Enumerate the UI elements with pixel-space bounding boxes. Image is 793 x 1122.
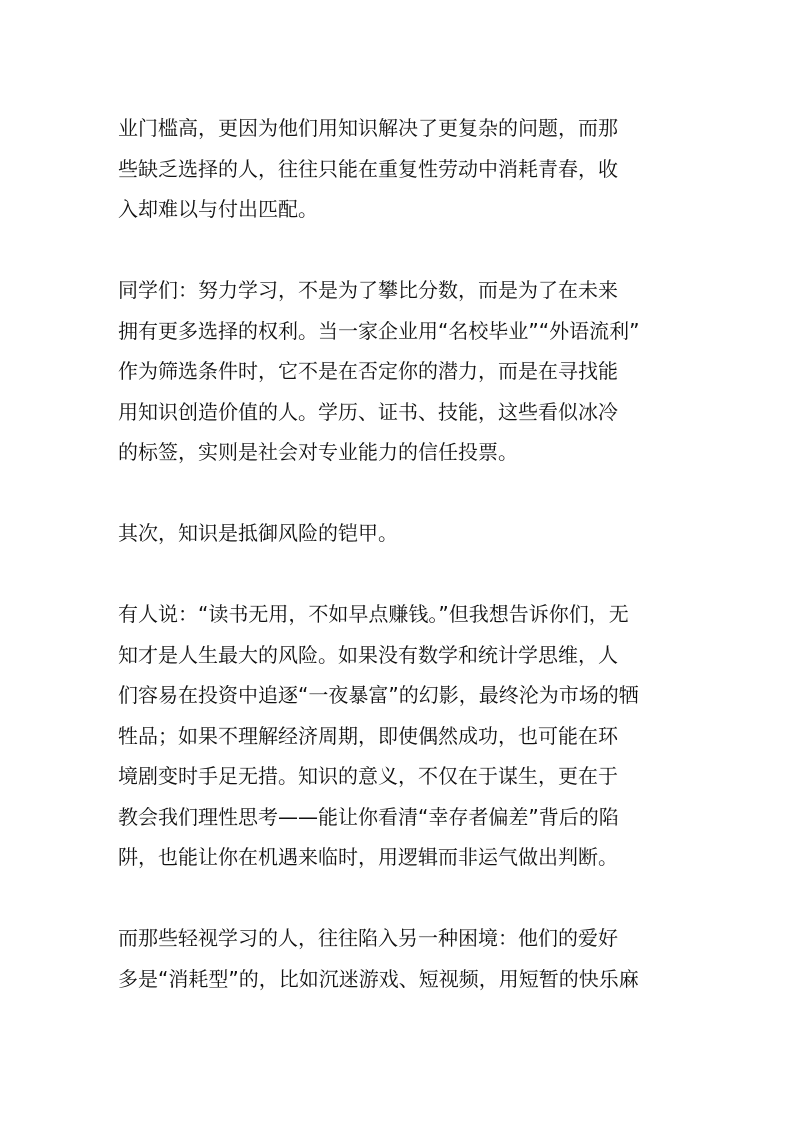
text-line: 阱，也能让你在机遇来临时，用逻辑而非运气做出判断。: [118, 845, 618, 869]
text-line: 而那些轻视学习的人，往往陷入另一种困境：他们的爱好: [118, 926, 618, 950]
paragraph-5: [118, 918, 678, 999]
text-line: 入却难以与付出匹配。: [118, 197, 318, 221]
text-line: 多是“消耗型”的，比如沉迷游戏、短视频，用短暂的快乐麻: [118, 966, 639, 991]
text-line: 些缺乏选择的人，往往只能在重复性劳动中消耗青春，收: [118, 156, 618, 181]
paragraph-2: [118, 270, 678, 473]
paragraph-1: [118, 108, 678, 230]
text-line: 业门槛高，更因为他们用知识解决了更复杂的问题，而那: [118, 116, 618, 140]
text-line: 用知识创造价值的人。学历、证书、技能，这些看似冰冷: [118, 399, 618, 424]
document-body: [118, 108, 678, 1040]
text-line: 拥有更多选择的权利。当一家企业用“名校毕业”“外语流利”: [118, 318, 640, 343]
text-line: 知才是人生最大的风险。如果没有数学和统计学思维，人: [118, 642, 618, 667]
text-line: 的标签，实则是社会对专业能力的信任投票。: [118, 440, 518, 464]
paragraph-4: [118, 594, 678, 878]
text-line: 境剧变时手足无措。知识的意义，不仅在于谋生，更在于: [118, 764, 618, 788]
text-line: 作为筛选条件时，它不是在否定你的潜力，而是在寻找能: [118, 359, 618, 383]
paragraph-3: [118, 513, 678, 554]
text-line: 其次，知识是抵御风险的铠甲。: [118, 521, 398, 545]
text-line: 同学们：努力学习，不是为了攀比分数，而是为了在未来: [118, 278, 618, 302]
text-line: 教会我们理性思考——能让你看清“幸存者偏差”背后的陷: [118, 804, 619, 829]
text-line: 牲品；如果不理解经济周期，即使偶然成功，也可能在环: [118, 723, 618, 748]
text-line: 们容易在投资中追逐“一夜暴富”的幻影，最终沦为市场的牺: [118, 683, 639, 707]
text-line: 有人说：“读书无用，不如早点赚钱。”但我想告诉你们，无: [118, 602, 629, 626]
